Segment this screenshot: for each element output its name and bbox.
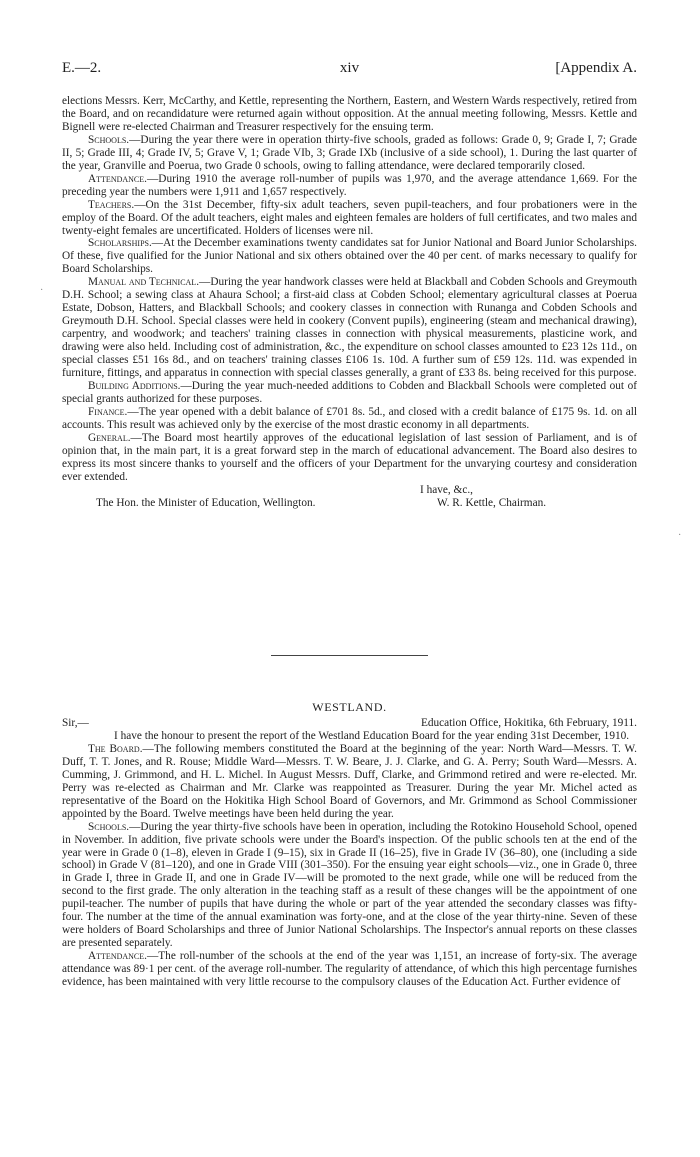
paragraph-attendance: [62, 173, 637, 199]
paragraph-heading: Schools.: [88, 133, 130, 146]
paragraph-manual-technical: [62, 276, 637, 380]
signature: W. R. Kettle, Chairman.: [437, 496, 547, 509]
paragraph-body: —The Board most heartily approves of the educational legislation of last session of Parliament, and is of opinion that, in the main part, it is a great forward step in the march of educational advancement. The Board also desires to express its most sincere thanks to yourself and the officers of your Department for the unvarying courtesy and consideration ever extended.: [62, 431, 637, 483]
intro-paragraph: I have the honour to present the report of the Westland Education Board for the year ending 31st December, 1910.: [114, 729, 630, 742]
paragraph-teachers: [62, 199, 637, 238]
addressee: The Hon. the Minister of Education, Wellington.: [96, 496, 316, 509]
paragraph-the-board: [62, 743, 637, 821]
signature-row: [62, 497, 637, 510]
paragraph-body: —The following members constituted the Board at the beginning of the year: North Ward—Messrs. T. W. Duff, T. T. Jones, and R. Rouse; Middle Ward—Messrs. T. W. Beare, J. J. Clarke, and G. A. Perry; South Ward—Messrs. A. Cumming, J. Grimmond, and H. L. Michel. In August Messrs. Duff, Clarke, and Grimmond retired and were re-elected. Mr. Perry was re-elected as Chairman and Mr. Clarke was reappointed as Treasurer. During the year Mr. Michel acted as representative of the Board on the Hokitika High School Board of Governors, and Mr. Grimmond as School Commissioner appointed by the Board. Twelve meetings have been held during the year.: [62, 742, 637, 820]
paragraph-heading: Finance.: [88, 405, 128, 418]
paragraph-attendance: [62, 950, 637, 989]
paragraph-heading: General.: [88, 431, 131, 444]
paragraph-heading: Scholarships.: [88, 237, 152, 250]
paragraph-body: —During the year thirty-five schools have been in operation, including the Rotokino Household School, opened in November. In addition, five private schools were under the Board's inspection. Of the public schools ten at the end of the year were in Grade 0 (1–8), eleven in Grade I (9–15), six in Grade II (16–25), five in Grade IV (36–80), one (including a side school) in Grade V (81–120), and one in Grade VIII (301–350). For the ensuing year eight schools—viz., one in Grade 0, three in Grade I, three in Grade II, and one in Grade IV—will be promoted to the next grade, while one will be reduced from the second to the first grade. The only alteration in the teaching staff as a result of these changes will be the appointment of one pupil-teacher. The number of pupils that have during the whole or part of the year attended the secondary classes was fifty-four. The number at the time of the annual examination was forty-one, and at the close of the year thirty-nine. Seven of these were holders of Board Scholarships and three of Junior National Scholarships. The Inspector's annual reports on these classes are presented separately.: [62, 820, 637, 950]
paragraph-building-additions: [62, 380, 637, 406]
closing: I have, &c.,: [420, 483, 474, 496]
salutation: Sir,—: [62, 717, 89, 729]
paragraph-body: —On the 31st December, fifty-six adult teachers, seven pupil-teachers, and four probationers were in the employ of the Board. Of the adult teachers, eight males and eighteen females are holders of full certificates, and two males and twenty-eight females are uncertificated. Holders of licenses were nil.: [62, 198, 637, 237]
paragraph-finance: [62, 406, 637, 432]
paragraph-heading: Manual and Technical.: [88, 276, 200, 289]
page-header: [62, 60, 637, 84]
paragraph-heading: The Board.: [88, 742, 143, 755]
paragraph-heading: Building Additions.: [88, 379, 181, 392]
paragraph-heading: Teachers.: [88, 198, 135, 211]
paragraph-body: —During the year handwork classes were held at Blackball and Cobden Schools and Greymouth D.H. School; a sewing class at Ahaura School; a first-aid class at Cobden School; elementary agricultural classes at Poerua Estate, Dobson, Hatters, and Blackball Schools; and cookery classes in connection with Runanga and Cobden Schools and Greymouth D.H. School. Special classes were held in cookery (Convent pupils), engineering (steam and mechanical drawing), carpentry, and woodwork; and teachers' training classes in connection with physical measurements, plasticine work, and drawing were also held. Including cost of administration, &c., the expenditure on school classes amounted to £23 12s 11d., on special classes £51 16s 8d., and on teachers' training classes £106 1s. 10d. A further sum of £59 12s. 11d. was expended in furniture, fittings, and apparatus in connection with special classes generally, a grant of £33 8s. being received for this purpose.: [62, 276, 638, 380]
paragraph-body: —During 1910 the average roll-number of pupils was 1,970, and the average attendance 1,669. For the preceding year the numbers were 1,911 and 1,657 respectively.: [62, 172, 637, 198]
paragraph-body: —During the year much-needed additions to Cobden and Blackball Schools were completed out of special grants authorized for these purposes.: [62, 379, 637, 405]
header-right: [Appendix A.: [555, 60, 637, 76]
paragraph: elections Messrs. Kerr, McCarthy, and Kettle, representing the Northern, Eastern, and Western Wards respectively, retired from the Board, and on recandidature were returned again without opposition. At the annual meeting following, Messrs. Kettle and Bignell were re-elected Chairman and Treasurer respectively for the ensuing term.: [62, 95, 637, 133]
paragraph-body: —During the year there were in operation thirty-five schools, graded as follows: Grade 0, 9; Grade I, 7; Grade II, 5; Grade III, 4; Grade IV, 5; Grave V, 1; Grade VIb, 3; Grade IXb (inclusive of a side school), 1. During the last quarter of the year, Granville and Poerua, two Grade 0 schools, owing to falling attendance, were declared temporarily closed.: [62, 133, 637, 172]
paragraph-heading: Attendance.: [88, 172, 147, 185]
paragraph-schools: [62, 821, 637, 951]
paragraph-general: [62, 432, 637, 484]
paragraph-body: —At the December examinations twenty candidates sat for Junior National and Board Junior Scholarships. Of these, five qualified for the Junior National and six others obtained over the 40 per cent. of marks necessary to qualify for Board Scholarships.: [62, 237, 637, 276]
section-title: WESTLAND.: [312, 700, 387, 714]
header-left: E.—2.: [62, 60, 102, 76]
paragraph-scholarships: [62, 237, 637, 276]
paragraph-body: —The year opened with a debit balance of £701 8s. 5d., and closed with a credit balance of £175 9s. 1d. on all accounts. This result was achieved only by the exercise of the most drastic economy in all departments.: [62, 405, 637, 431]
report-section-2: [62, 717, 637, 989]
paragraph-schools: [62, 134, 637, 173]
header-page-number: xiv: [339, 60, 360, 76]
report-section-1: [62, 95, 637, 510]
paragraph-heading: Schools.: [88, 820, 130, 833]
salutation-row: [62, 717, 637, 730]
margin-mark: ·: [678, 530, 682, 541]
address-line: Education Office, Hokitika, 6th February, 1911.: [420, 717, 637, 729]
paragraph-body: —The roll-number of the schools at the end of the year was 1,151, an increase of forty-six. The average attendance was 89·1 per cent. of the average roll-number. The regularity of attendance, of which this high percentage furnishes evidence, has been maintained with very little recourse to the compulsory clauses of the Education Act. Further evidence of: [62, 950, 637, 989]
margin-mark: ·: [40, 285, 44, 296]
paragraph-heading: Attendance.: [88, 950, 147, 963]
section-divider: [271, 655, 428, 656]
